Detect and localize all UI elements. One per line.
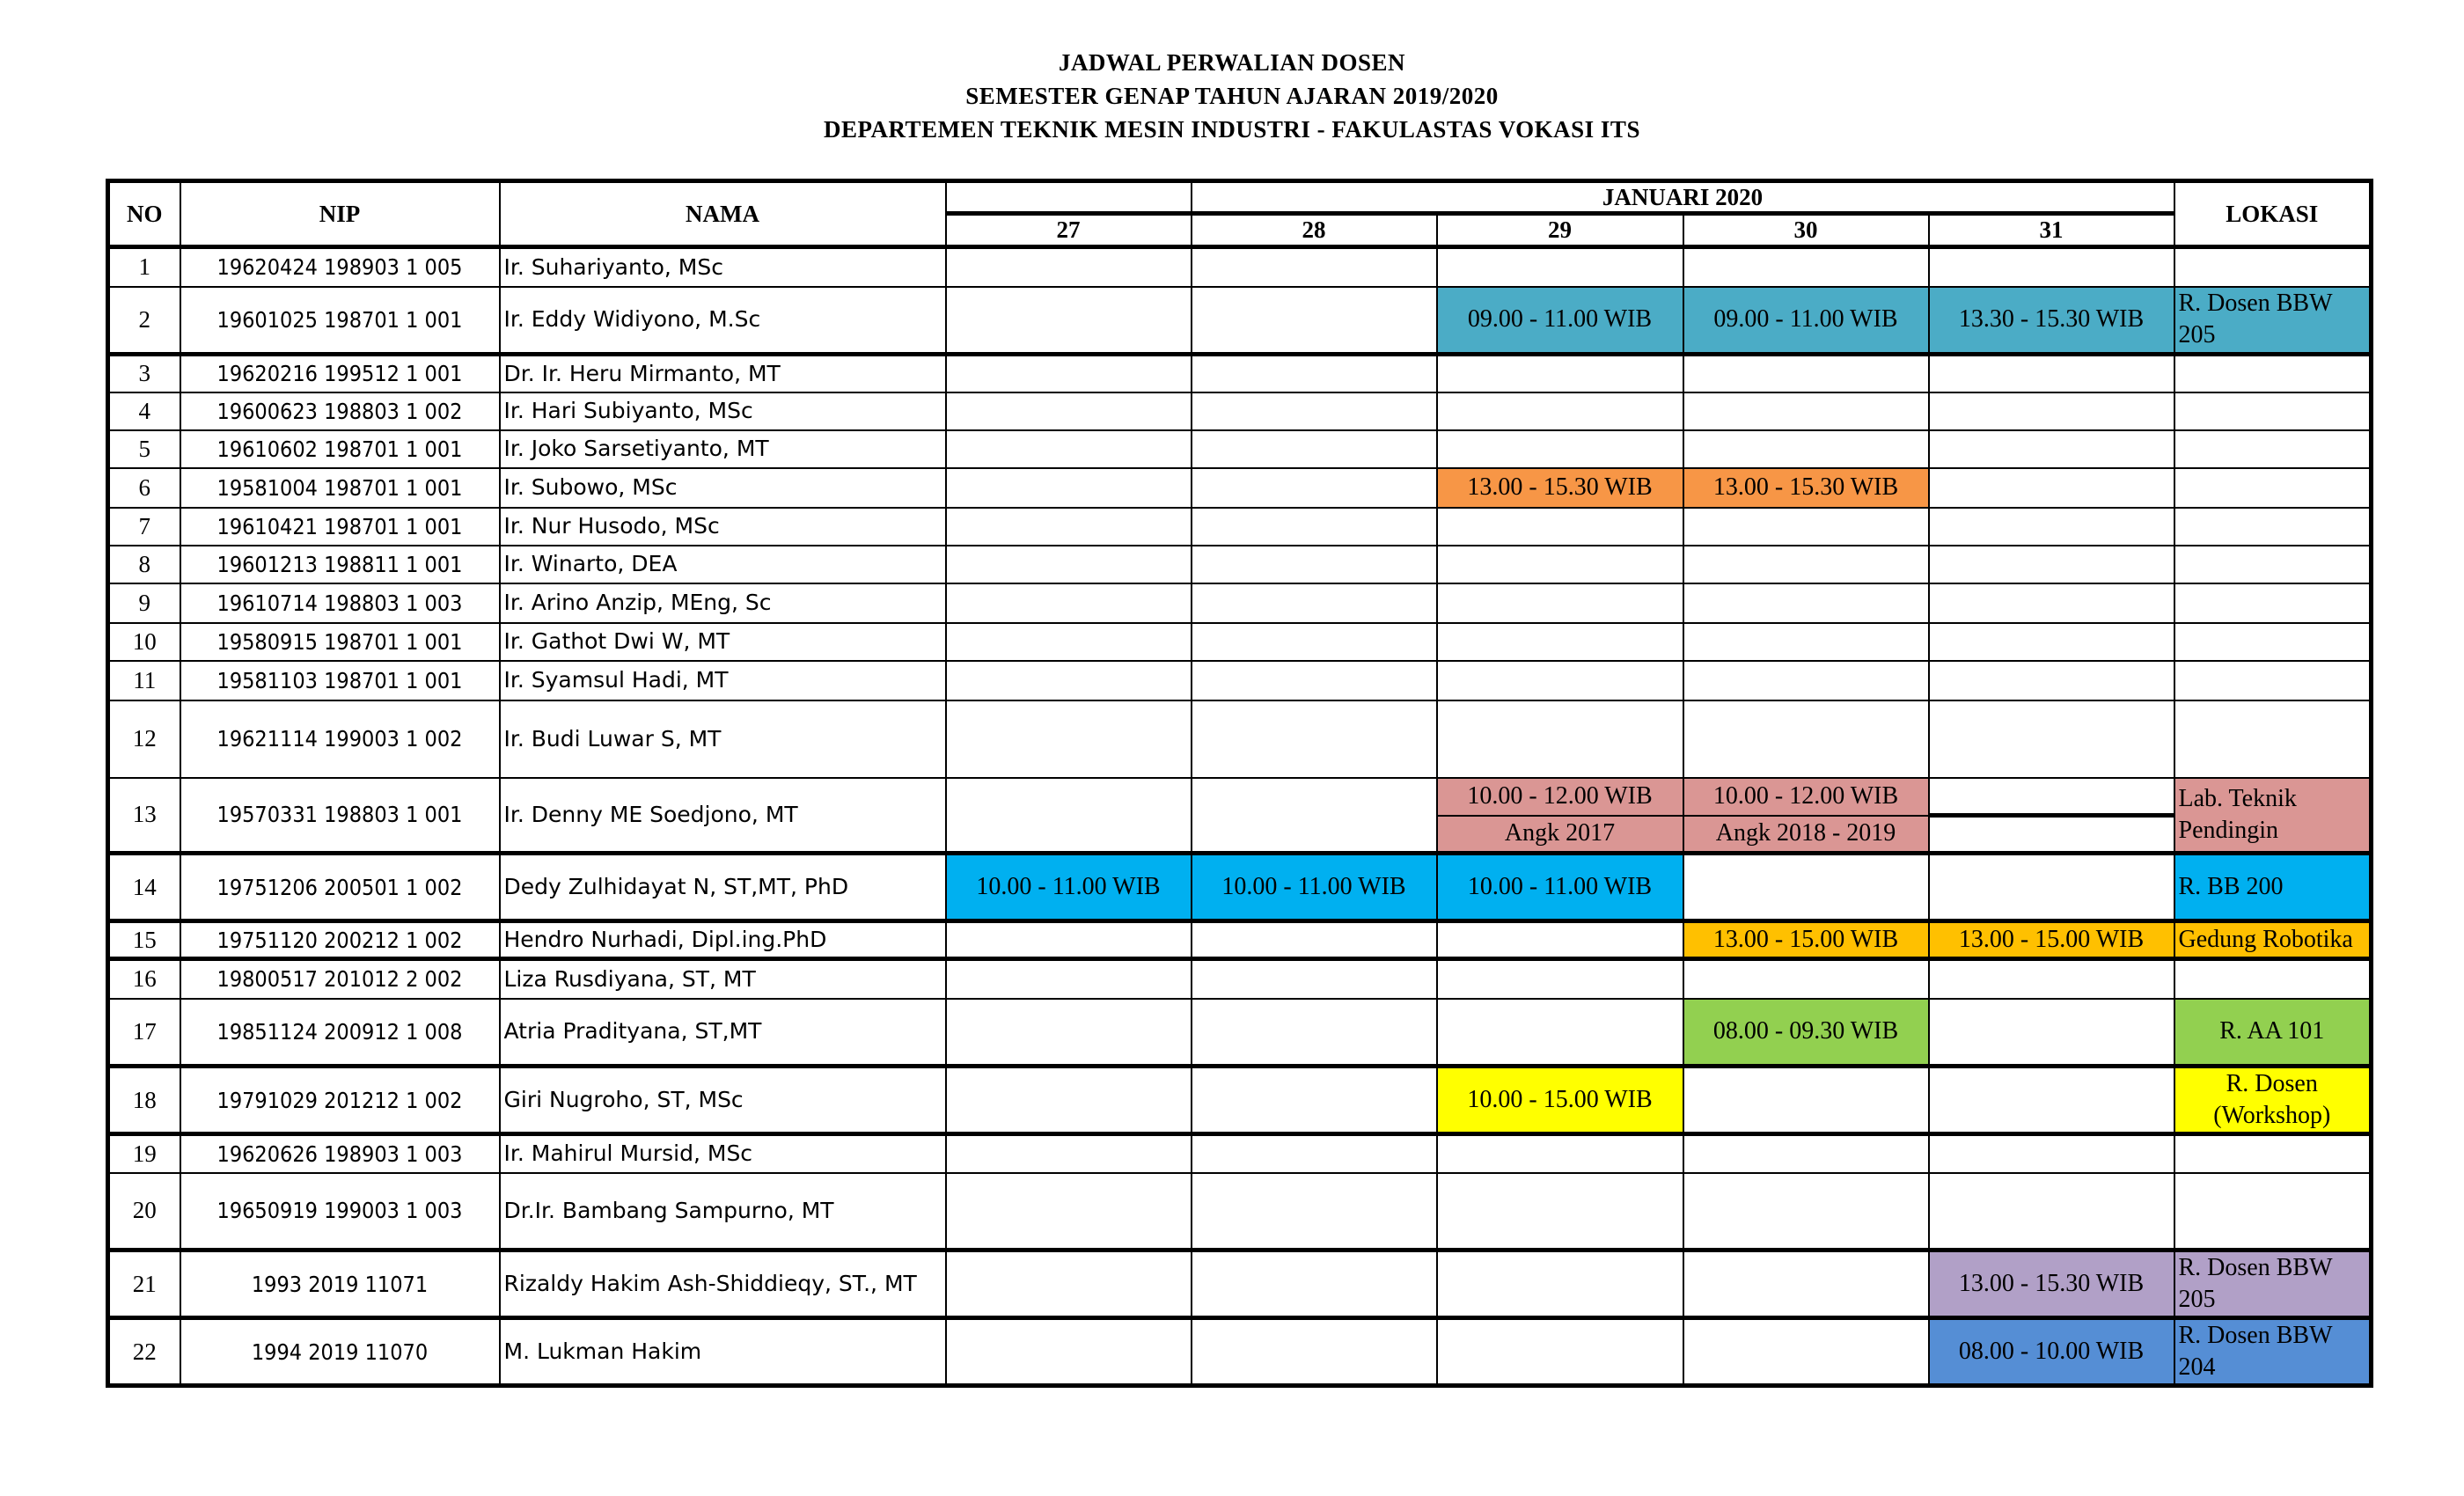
slot-d30-cohort: Angk 2018 - 2019 <box>1683 816 1929 854</box>
table-row <box>108 508 2372 546</box>
slot-d29 <box>1437 661 1683 700</box>
slot-d30 <box>1683 700 1929 778</box>
slot-d30 <box>1683 430 1929 468</box>
row-nama: Ir. Budi Luwar S, MT <box>500 700 946 778</box>
row-nama: Ir. Arino Anzip, MEng, Sc <box>500 583 946 623</box>
row-no: 19 <box>108 1134 180 1173</box>
slot-d30 <box>1683 1318 1929 1386</box>
row-nip: 19620626 198903 1 003 <box>180 1134 500 1173</box>
slot-d30 <box>1683 392 1929 430</box>
slot-d30: 08.00 - 09.30 WIB <box>1683 999 1929 1067</box>
table-row <box>108 700 2372 778</box>
slot-d30 <box>1683 1250 1929 1318</box>
slot-d30 <box>1683 854 1929 921</box>
slot-d29 <box>1437 1134 1683 1173</box>
row-lokasi: R. Dosen BBW 205 <box>2174 287 2372 355</box>
slot-d31 <box>1929 247 2174 287</box>
row-no: 3 <box>108 355 180 392</box>
slot-d28 <box>1192 355 1437 392</box>
slot-d30 <box>1683 1067 1929 1134</box>
slot-d27 <box>946 1318 1192 1386</box>
row-lokasi <box>2174 355 2372 392</box>
slot-d27 <box>946 661 1192 700</box>
table-row <box>108 854 2372 921</box>
slot-d29 <box>1437 392 1683 430</box>
slot-d28 <box>1192 546 1437 583</box>
row-no: 12 <box>108 700 180 778</box>
slot-d28 <box>1192 661 1437 700</box>
slot-d28 <box>1192 921 1437 959</box>
row-no: 18 <box>108 1067 180 1134</box>
slot-d30: 10.00 - 12.00 WIB <box>1683 778 1929 816</box>
row-nama: Hendro Nurhadi, Dipl.ing.PhD <box>500 921 946 959</box>
slot-d31 <box>1929 661 2174 700</box>
slot-d30 <box>1683 1173 1929 1250</box>
slot-d27 <box>946 623 1192 661</box>
row-nama: Dr. Ir. Heru Mirmanto, MT <box>500 355 946 392</box>
slot-d31 <box>1929 623 2174 661</box>
header-day: 28 <box>1192 214 1437 247</box>
slot-d28 <box>1192 623 1437 661</box>
slot-d28 <box>1192 1134 1437 1173</box>
title-line-2: SEMESTER GENAP TAHUN AJARAN 2019/2020 <box>965 83 1499 109</box>
slot-d29 <box>1437 623 1683 661</box>
slot-d29 <box>1437 430 1683 468</box>
slot-d27 <box>946 287 1192 355</box>
row-no: 10 <box>108 623 180 661</box>
row-lokasi <box>2174 700 2372 778</box>
row-nama: Liza Rusdiyana, ST, MT <box>500 959 946 999</box>
table-row <box>108 468 2372 508</box>
row-nip: 19800517 201012 2 002 <box>180 959 500 999</box>
row-no: 6 <box>108 468 180 508</box>
slot-d27 <box>946 700 1192 778</box>
slot-d27 <box>946 999 1192 1067</box>
slot-d31 <box>1929 1067 2174 1134</box>
row-nama: Ir. Winarto, DEA <box>500 546 946 583</box>
slot-d31-empty <box>1929 816 2174 854</box>
slot-d27 <box>946 430 1192 468</box>
slot-d29 <box>1437 583 1683 623</box>
row-lokasi <box>2174 508 2372 546</box>
slot-d30 <box>1683 508 1929 546</box>
table-row <box>108 959 2372 999</box>
slot-d31 <box>1929 1173 2174 1250</box>
row-no: 2 <box>108 287 180 355</box>
slot-d28 <box>1192 1173 1437 1250</box>
header-day: 27 <box>946 214 1192 247</box>
slot-d27 <box>946 1250 1192 1318</box>
row-nip: 19620216 199512 1 001 <box>180 355 500 392</box>
slot-d29 <box>1437 546 1683 583</box>
slot-d31 <box>1929 854 2174 921</box>
slot-d28 <box>1192 1318 1437 1386</box>
slot-d31 <box>1929 778 2174 816</box>
schedule-table <box>106 179 2373 1388</box>
slot-d29 <box>1437 508 1683 546</box>
slot-d31 <box>1929 583 2174 623</box>
row-no: 7 <box>108 508 180 546</box>
slot-d30 <box>1683 959 1929 999</box>
table-row <box>108 778 2372 816</box>
row-no: 20 <box>108 1173 180 1250</box>
title-line-3: DEPARTEMEN TEKNIK MESIN INDUSTRI - FAKULASTAS VOKASI ITS <box>824 116 1640 143</box>
row-nip: 19610714 198803 1 003 <box>180 583 500 623</box>
row-nip: 19620424 198903 1 005 <box>180 247 500 287</box>
slot-d29: 10.00 - 12.00 WIB <box>1437 778 1683 816</box>
row-nama: Ir. Joko Sarsetiyanto, MT <box>500 430 946 468</box>
slot-d28 <box>1192 392 1437 430</box>
slot-d30: 13.00 - 15.00 WIB <box>1683 921 1929 959</box>
row-nip: 1993 2019 11071 <box>180 1250 500 1318</box>
slot-d28 <box>1192 583 1437 623</box>
slot-d27 <box>946 921 1192 959</box>
row-no: 5 <box>108 430 180 468</box>
slot-d31 <box>1929 959 2174 999</box>
row-nip: 19751120 200212 1 002 <box>180 921 500 959</box>
header-blank <box>946 181 1192 214</box>
slot-d29: 09.00 - 11.00 WIB <box>1437 287 1683 355</box>
slot-d30 <box>1683 623 1929 661</box>
row-nama: Giri Nugroho, ST, MSc <box>500 1067 946 1134</box>
row-lokasi <box>2174 247 2372 287</box>
slot-d29 <box>1437 700 1683 778</box>
row-lokasi <box>2174 661 2372 700</box>
row-nama: Dedy Zulhidayat N, ST,MT, PhD <box>500 854 946 921</box>
table-row <box>108 661 2372 700</box>
table-row <box>108 546 2372 583</box>
table-row <box>108 921 2372 959</box>
row-nip: 1994 2019 11070 <box>180 1318 500 1386</box>
table-row <box>108 1134 2372 1173</box>
slot-d29 <box>1437 1318 1683 1386</box>
row-nip: 19580915 198701 1 001 <box>180 623 500 661</box>
slot-d27 <box>946 1173 1192 1250</box>
slot-d29 <box>1437 921 1683 959</box>
row-nip: 19791029 201212 1 002 <box>180 1067 500 1134</box>
slot-d31: 08.00 - 10.00 WIB <box>1929 1318 2174 1386</box>
header-day: 31 <box>1929 214 2174 247</box>
slot-d31 <box>1929 430 2174 468</box>
slot-d29 <box>1437 1250 1683 1318</box>
table-row <box>108 1318 2372 1386</box>
slot-d28 <box>1192 468 1437 508</box>
slot-d30 <box>1683 661 1929 700</box>
header-nama: NAMA <box>500 181 946 247</box>
slot-d31: 13.00 - 15.00 WIB <box>1929 921 2174 959</box>
row-nip: 19570331 198803 1 001 <box>180 778 500 854</box>
slot-d28 <box>1192 430 1437 468</box>
schedule-body <box>108 247 2372 1386</box>
slot-d30 <box>1683 247 1929 287</box>
slot-d31 <box>1929 392 2174 430</box>
table-row <box>108 247 2372 287</box>
slot-d29: 13.00 - 15.30 WIB <box>1437 468 1683 508</box>
slot-d29-cohort: Angk 2017 <box>1437 816 1683 854</box>
title-line-1: JADWAL PERWALIAN DOSEN <box>1058 49 1406 76</box>
row-lokasi <box>2174 1134 2372 1173</box>
row-nama: Ir. Denny ME Soedjono, MT <box>500 778 946 854</box>
slot-d31 <box>1929 1134 2174 1173</box>
header-lokasi: LOKASI <box>2174 181 2372 247</box>
slot-d30 <box>1683 355 1929 392</box>
slot-d29 <box>1437 999 1683 1067</box>
table-row <box>108 287 2372 355</box>
slot-d28: 10.00 - 11.00 WIB <box>1192 854 1437 921</box>
slot-d30 <box>1683 1134 1929 1173</box>
slot-d28 <box>1192 247 1437 287</box>
row-no: 9 <box>108 583 180 623</box>
slot-d27 <box>946 468 1192 508</box>
row-nama: Ir. Eddy Widiyono, M.Sc <box>500 287 946 355</box>
row-no: 17 <box>108 999 180 1067</box>
row-nama: Ir. Subowo, MSc <box>500 468 946 508</box>
header-nip: NIP <box>180 181 500 247</box>
row-nama: Ir. Hari Subiyanto, MSc <box>500 392 946 430</box>
row-lokasi <box>2174 468 2372 508</box>
table-row <box>108 623 2372 661</box>
slot-d27 <box>946 1134 1192 1173</box>
row-lokasi <box>2174 959 2372 999</box>
row-lokasi: R. Dosen BBW 205 <box>2174 1250 2372 1318</box>
slot-d29 <box>1437 959 1683 999</box>
row-lokasi <box>2174 392 2372 430</box>
header-day: 30 <box>1683 214 1929 247</box>
row-lokasi <box>2174 1173 2372 1250</box>
slot-d27 <box>946 508 1192 546</box>
row-lokasi: R. BB 200 <box>2174 854 2372 921</box>
slot-d31 <box>1929 999 2174 1067</box>
row-nama: Dr.Ir. Bambang Sampurno, MT <box>500 1173 946 1250</box>
row-nip: 19600623 198803 1 002 <box>180 392 500 430</box>
row-lokasi: R. Dosen BBW 204 <box>2174 1318 2372 1386</box>
table-row <box>108 583 2372 623</box>
row-lokasi <box>2174 623 2372 661</box>
table-row <box>108 1250 2372 1318</box>
row-no: 21 <box>108 1250 180 1318</box>
row-nip: 19581103 198701 1 001 <box>180 661 500 700</box>
row-nama: Ir. Mahirul Mursid, MSc <box>500 1134 946 1173</box>
row-nama: Ir. Gathot Dwi W, MT <box>500 623 946 661</box>
table-row <box>108 1173 2372 1250</box>
table-row <box>108 1067 2372 1134</box>
row-no: 4 <box>108 392 180 430</box>
table-row <box>108 999 2372 1067</box>
slot-d28 <box>1192 1250 1437 1318</box>
row-lokasi: Lab. Teknik Pendingin <box>2174 778 2372 854</box>
slot-d31 <box>1929 355 2174 392</box>
row-nama: Ir. Suhariyanto, MSc <box>500 247 946 287</box>
row-no: 16 <box>108 959 180 999</box>
slot-d27: 10.00 - 11.00 WIB <box>946 854 1192 921</box>
document-title-block <box>0 46 2464 146</box>
row-nip: 19601025 198701 1 001 <box>180 287 500 355</box>
slot-d28 <box>1192 999 1437 1067</box>
row-nip: 19751206 200501 1 002 <box>180 854 500 921</box>
slot-d29: 10.00 - 15.00 WIB <box>1437 1067 1683 1134</box>
row-nama: M. Lukman Hakim <box>500 1318 946 1386</box>
slot-d30: 13.00 - 15.30 WIB <box>1683 468 1929 508</box>
row-nama: Ir. Syamsul Hadi, MT <box>500 661 946 700</box>
header-day: 29 <box>1437 214 1683 247</box>
slot-d27 <box>946 392 1192 430</box>
row-lokasi <box>2174 583 2372 623</box>
slot-d27 <box>946 778 1192 854</box>
row-nip: 19650919 199003 1 003 <box>180 1173 500 1250</box>
slot-d27 <box>946 1067 1192 1134</box>
slot-d31 <box>1929 546 2174 583</box>
row-nama: Rizaldy Hakim Ash-Shiddieqy, ST., MT <box>500 1250 946 1318</box>
slot-d28 <box>1192 287 1437 355</box>
slot-d30 <box>1683 583 1929 623</box>
slot-d28 <box>1192 778 1437 854</box>
slot-d29: 10.00 - 11.00 WIB <box>1437 854 1683 921</box>
row-no: 13 <box>108 778 180 854</box>
row-nama: Ir. Nur Husodo, MSc <box>500 508 946 546</box>
row-no: 8 <box>108 546 180 583</box>
row-no: 11 <box>108 661 180 700</box>
row-nip: 19610602 198701 1 001 <box>180 430 500 468</box>
slot-d29 <box>1437 355 1683 392</box>
row-nip: 19851124 200912 1 008 <box>180 999 500 1067</box>
row-nip: 19601213 198811 1 001 <box>180 546 500 583</box>
slot-d27 <box>946 355 1192 392</box>
slot-d31 <box>1929 508 2174 546</box>
slot-d28 <box>1192 1067 1437 1134</box>
row-nip: 19621114 199003 1 002 <box>180 700 500 778</box>
row-nama: Atria Pradityana, ST,MT <box>500 999 946 1067</box>
row-nip: 19610421 198701 1 001 <box>180 508 500 546</box>
slot-d27 <box>946 583 1192 623</box>
slot-d30 <box>1683 546 1929 583</box>
row-lokasi <box>2174 546 2372 583</box>
table-row <box>108 430 2372 468</box>
slot-d27 <box>946 247 1192 287</box>
row-lokasi <box>2174 430 2372 468</box>
row-no: 14 <box>108 854 180 921</box>
row-no: 22 <box>108 1318 180 1386</box>
slot-d28 <box>1192 508 1437 546</box>
row-no: 15 <box>108 921 180 959</box>
slot-d28 <box>1192 959 1437 999</box>
slot-d29 <box>1437 247 1683 287</box>
slot-d27 <box>946 546 1192 583</box>
row-lokasi: Gedung Robotika <box>2174 921 2372 959</box>
header-no: NO <box>108 181 180 247</box>
slot-d27 <box>946 959 1192 999</box>
slot-d29 <box>1437 1173 1683 1250</box>
slot-d31: 13.00 - 15.30 WIB <box>1929 1250 2174 1318</box>
slot-d31 <box>1929 700 2174 778</box>
slot-d31: 13.30 - 15.30 WIB <box>1929 287 2174 355</box>
row-nip: 19581004 198701 1 001 <box>180 468 500 508</box>
row-lokasi: R. Dosen (Workshop) <box>2174 1067 2372 1134</box>
table-row <box>108 392 2372 430</box>
slot-d31 <box>1929 468 2174 508</box>
slot-d28 <box>1192 700 1437 778</box>
header-month: JANUARI 2020 <box>1192 181 2174 214</box>
slot-d30: 09.00 - 11.00 WIB <box>1683 287 1929 355</box>
row-lokasi: R. AA 101 <box>2174 999 2372 1067</box>
row-no: 1 <box>108 247 180 287</box>
table-row <box>108 355 2372 392</box>
